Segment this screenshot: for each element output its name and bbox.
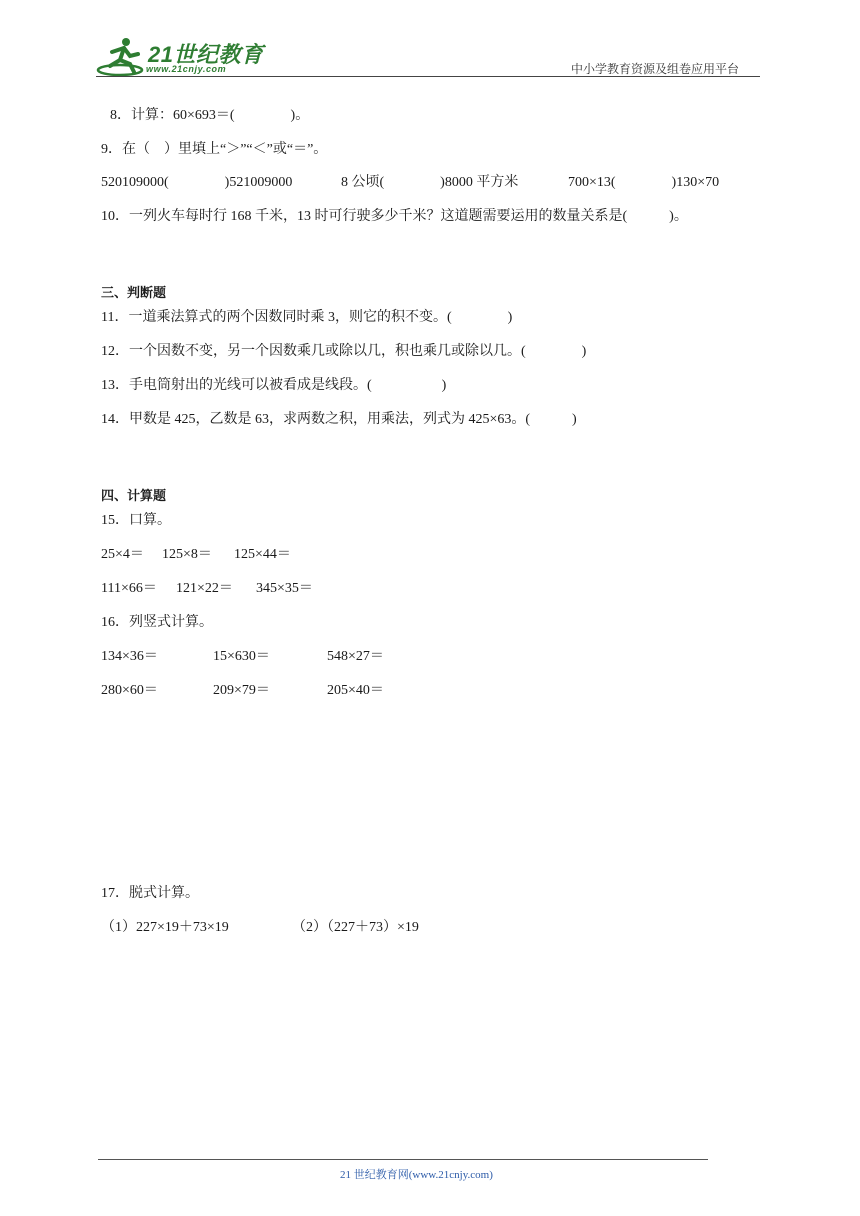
q15-row2-item-1: 111×66＝ — [101, 581, 157, 596]
q15-row1-item-1: 25×4＝ — [101, 547, 144, 562]
question-10: 10．一列火车每时行 168 千米，13 时可行驶多少千米？这道题需要运用的数量关系是( )。 — [101, 209, 688, 224]
q15-row2-item-3: 345×35＝ — [256, 581, 313, 596]
q15-row1-item-3: 125×44＝ — [234, 547, 291, 562]
q15-row1-item-2: 125×8＝ — [162, 547, 212, 562]
runner-logo-icon — [96, 34, 152, 78]
question-8: 8．计算：60×693＝( )。 — [110, 108, 310, 123]
q16-row2-item-1: 280×60＝ — [101, 683, 158, 698]
logo-text: 21世纪教育 — [148, 42, 264, 67]
q16-row1-item-2: 15×630＝ — [213, 649, 270, 664]
question-15: 15．口算。 — [101, 513, 171, 528]
header-divider — [96, 76, 760, 77]
question-9-item-2: 8 公顷( )8000 平方米 — [341, 175, 519, 190]
footer-site-link[interactable]: 21 世纪教育网(www.21cnjy.com) — [340, 1169, 493, 1181]
q16-row2-item-3: 205×40＝ — [327, 683, 384, 698]
question-16: 16．列竖式计算。 — [101, 615, 213, 630]
question-9-item-1: 520109000( )521009000 — [101, 175, 293, 190]
footer-divider — [98, 1159, 708, 1160]
header-platform-text: 中小学教育资源及组卷应用平台 — [571, 62, 740, 76]
q15-row2-item-2: 121×22＝ — [176, 581, 233, 596]
section-4-title: 四、计算题 — [101, 488, 167, 503]
question-9: 9．在（ ）里填上“＞”“＜”或“＝”。 — [101, 142, 328, 157]
question-17: 17．脱式计算。 — [101, 886, 199, 901]
logo-url: www.21cnjy.com — [146, 64, 227, 74]
q16-row1-item-1: 134×36＝ — [101, 649, 158, 664]
q17-item-2: （2）（227＋73）×19 — [292, 920, 419, 935]
question-13: 13．手电筒射出的光线可以被看成是线段。( ) — [101, 378, 447, 393]
q17-item-1: （1）227×19＋73×19 — [101, 920, 229, 935]
question-11: 11．一道乘法算式的两个因数同时乘 3，则它的积不变。( ) — [101, 310, 513, 325]
question-9-item-3: 700×13( )130×70 — [568, 175, 720, 190]
question-14: 14．甲数是 425，乙数是 63，求两数之积，用乘法，列式为 425×63。( ) — [101, 412, 577, 427]
question-12: 12．一个因数不变，另一个因数乘几或除以几，积也乘几或除以几。( ) — [101, 344, 587, 359]
q16-row1-item-3: 548×27＝ — [327, 649, 384, 664]
section-3-title: 三、判断题 — [101, 285, 167, 300]
q16-row2-item-2: 209×79＝ — [213, 683, 270, 698]
